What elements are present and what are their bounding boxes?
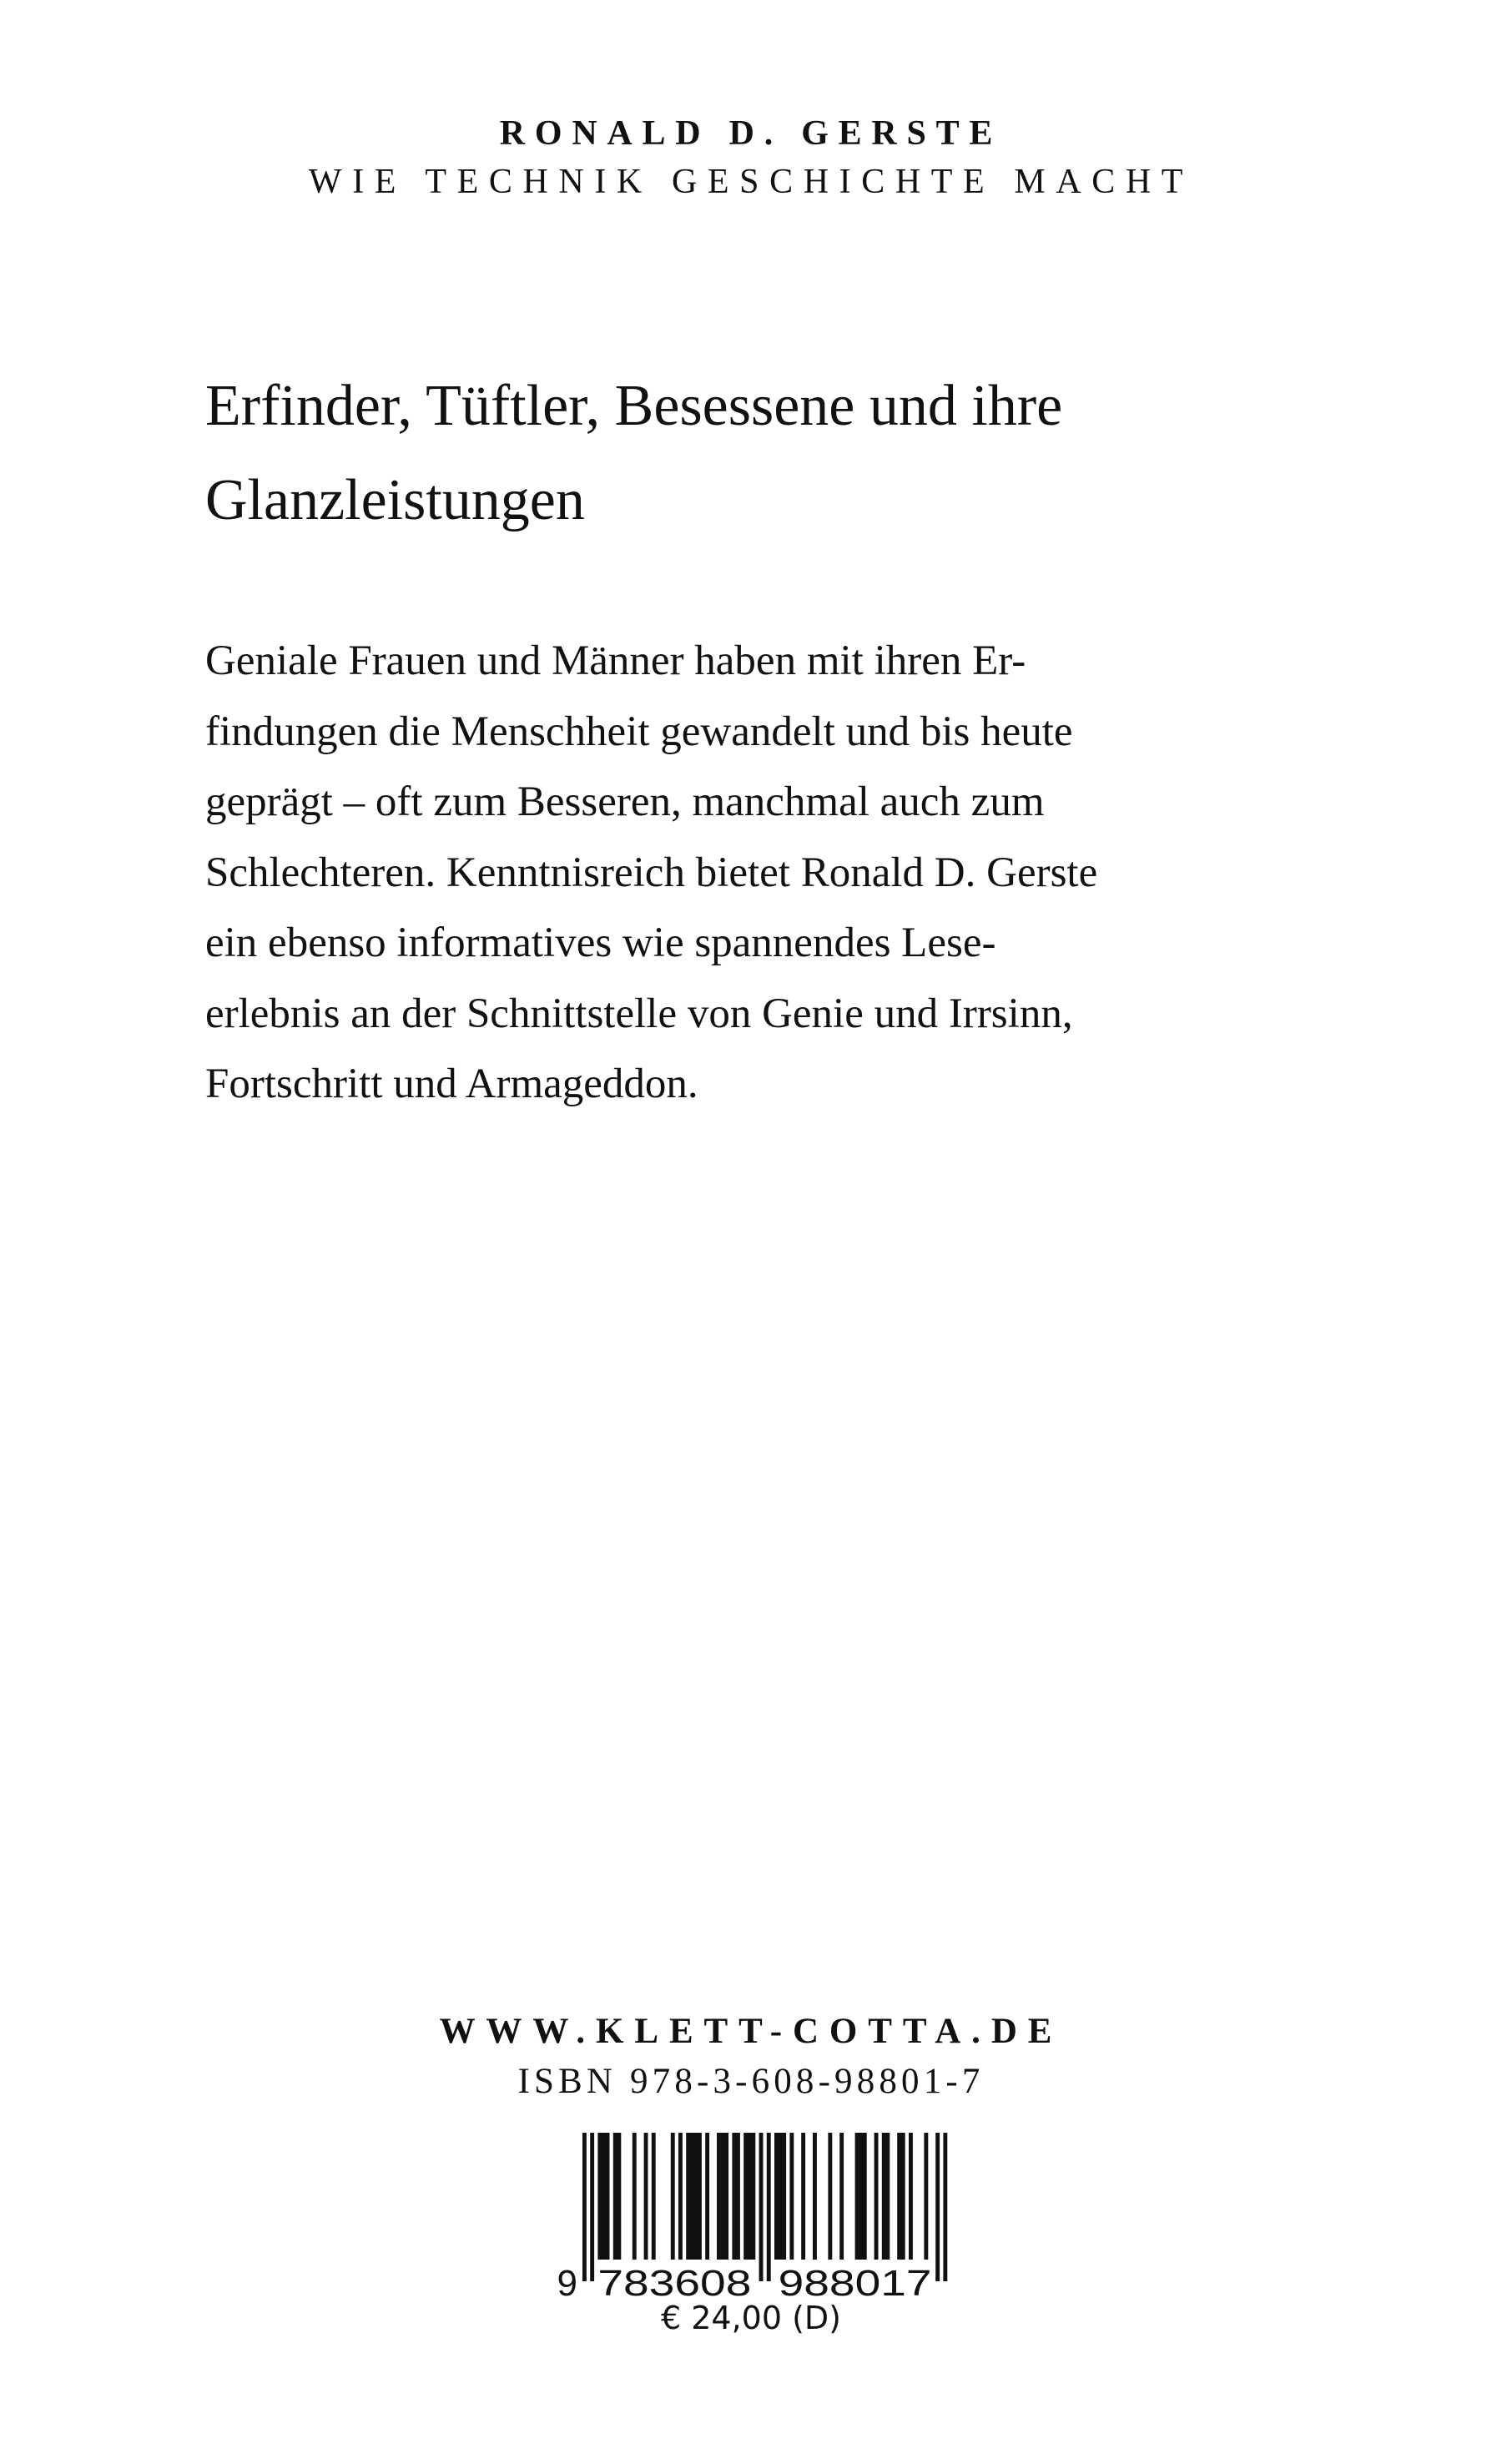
headline-line: Erfinder, Tüftler, Besessene und ihre [205,374,1063,438]
barcode-digits: 9 [557,2263,577,2300]
barcode-bar [582,2133,587,2281]
barcode-bar [859,2133,863,2260]
headline [205,359,1332,547]
barcode-bar [863,2133,867,2260]
blurb-line: Geniale Frauen und Männer haben mit ihren Er- [205,637,1026,684]
barcode-bar [924,2133,928,2260]
barcode-bar [839,2133,844,2260]
blurb-line: Fortschritt und Armageddon. [205,1061,698,1107]
barcode-bar [721,2133,725,2260]
barcode-bar [724,2133,728,2260]
barcode-bar [597,2133,602,2260]
barcode-digits: 783608 [597,2263,752,2300]
barcode-bar [705,2133,709,2260]
blurb-line: findungen die Menschheit gewandelt und bis heute [205,708,1073,755]
barcode-bar [732,2133,736,2260]
barcode-bar [935,2133,940,2281]
price: € 24,00 (D) [660,2300,842,2336]
isbn: ISBN 978-3-608-98801-7 [517,2062,985,2101]
blurb-text [205,626,1307,1120]
book-title: WIE TECHNIK GESCHICHTE MACHT [308,163,1194,201]
barcode-bar [897,2133,901,2260]
barcode-bar [743,2133,748,2260]
barcode-bar [813,2133,817,2260]
barcode-bar [613,2133,617,2260]
barcode-bar [736,2133,740,2260]
blurb-line: erlebnis an der Schnittstelle von Genie und Irrsinn, [205,990,1073,1037]
barcode-bar [759,2133,764,2281]
barcode-bar [617,2133,621,2260]
barcode-bar [855,2133,859,2260]
barcode-bar [602,2133,606,2260]
blurb-line: Schlechteren. Kenntnisreich bietet Ronald D. Gerste [205,849,1098,896]
barcode-bar [652,2133,656,2260]
barcode-bar [801,2133,805,2260]
barcode-bar [671,2133,675,2260]
barcode-bar [590,2133,594,2281]
barcode-bar [690,2133,694,2260]
barcode-bar [882,2133,886,2260]
barcode-bar [686,2133,690,2260]
blurb-line: geprägt – oft zum Besseren, manchmal auch zum [205,779,1045,825]
barcode-bar [717,2133,721,2260]
barcode-bar [901,2133,905,2260]
blurb-line: ein ebenso informatives wie spannendes Lese- [205,920,996,966]
barcode-digits: 988017 [778,2263,932,2300]
barcode-bar [874,2133,879,2260]
barcode-bar [693,2133,698,2260]
barcode-bar [767,2133,771,2281]
barcode-bar [633,2133,637,2260]
barcode-bar [885,2133,890,2260]
barcode-bar [748,2133,752,2260]
headline-line: Glanzleistungen [205,468,585,532]
barcode-bar [943,2133,947,2281]
barcode-bar [774,2133,779,2260]
ean-barcode [526,2133,976,2300]
barcode-bar [789,2133,794,2260]
barcode-bar [644,2133,648,2260]
barcode-bar [678,2133,683,2260]
barcode-bar [698,2133,702,2260]
barcode-bar [779,2133,783,2260]
barcode-bar [782,2133,786,2260]
barcode-bar [751,2133,755,2260]
barcode-bar [828,2133,832,2260]
barcode-bar [909,2133,913,2260]
barcode-bar [606,2133,610,2260]
publisher-website: WWW.KLETT-COTTA.DE [439,2012,1063,2051]
author-name: RONALD D. GERSTE [499,114,1003,153]
